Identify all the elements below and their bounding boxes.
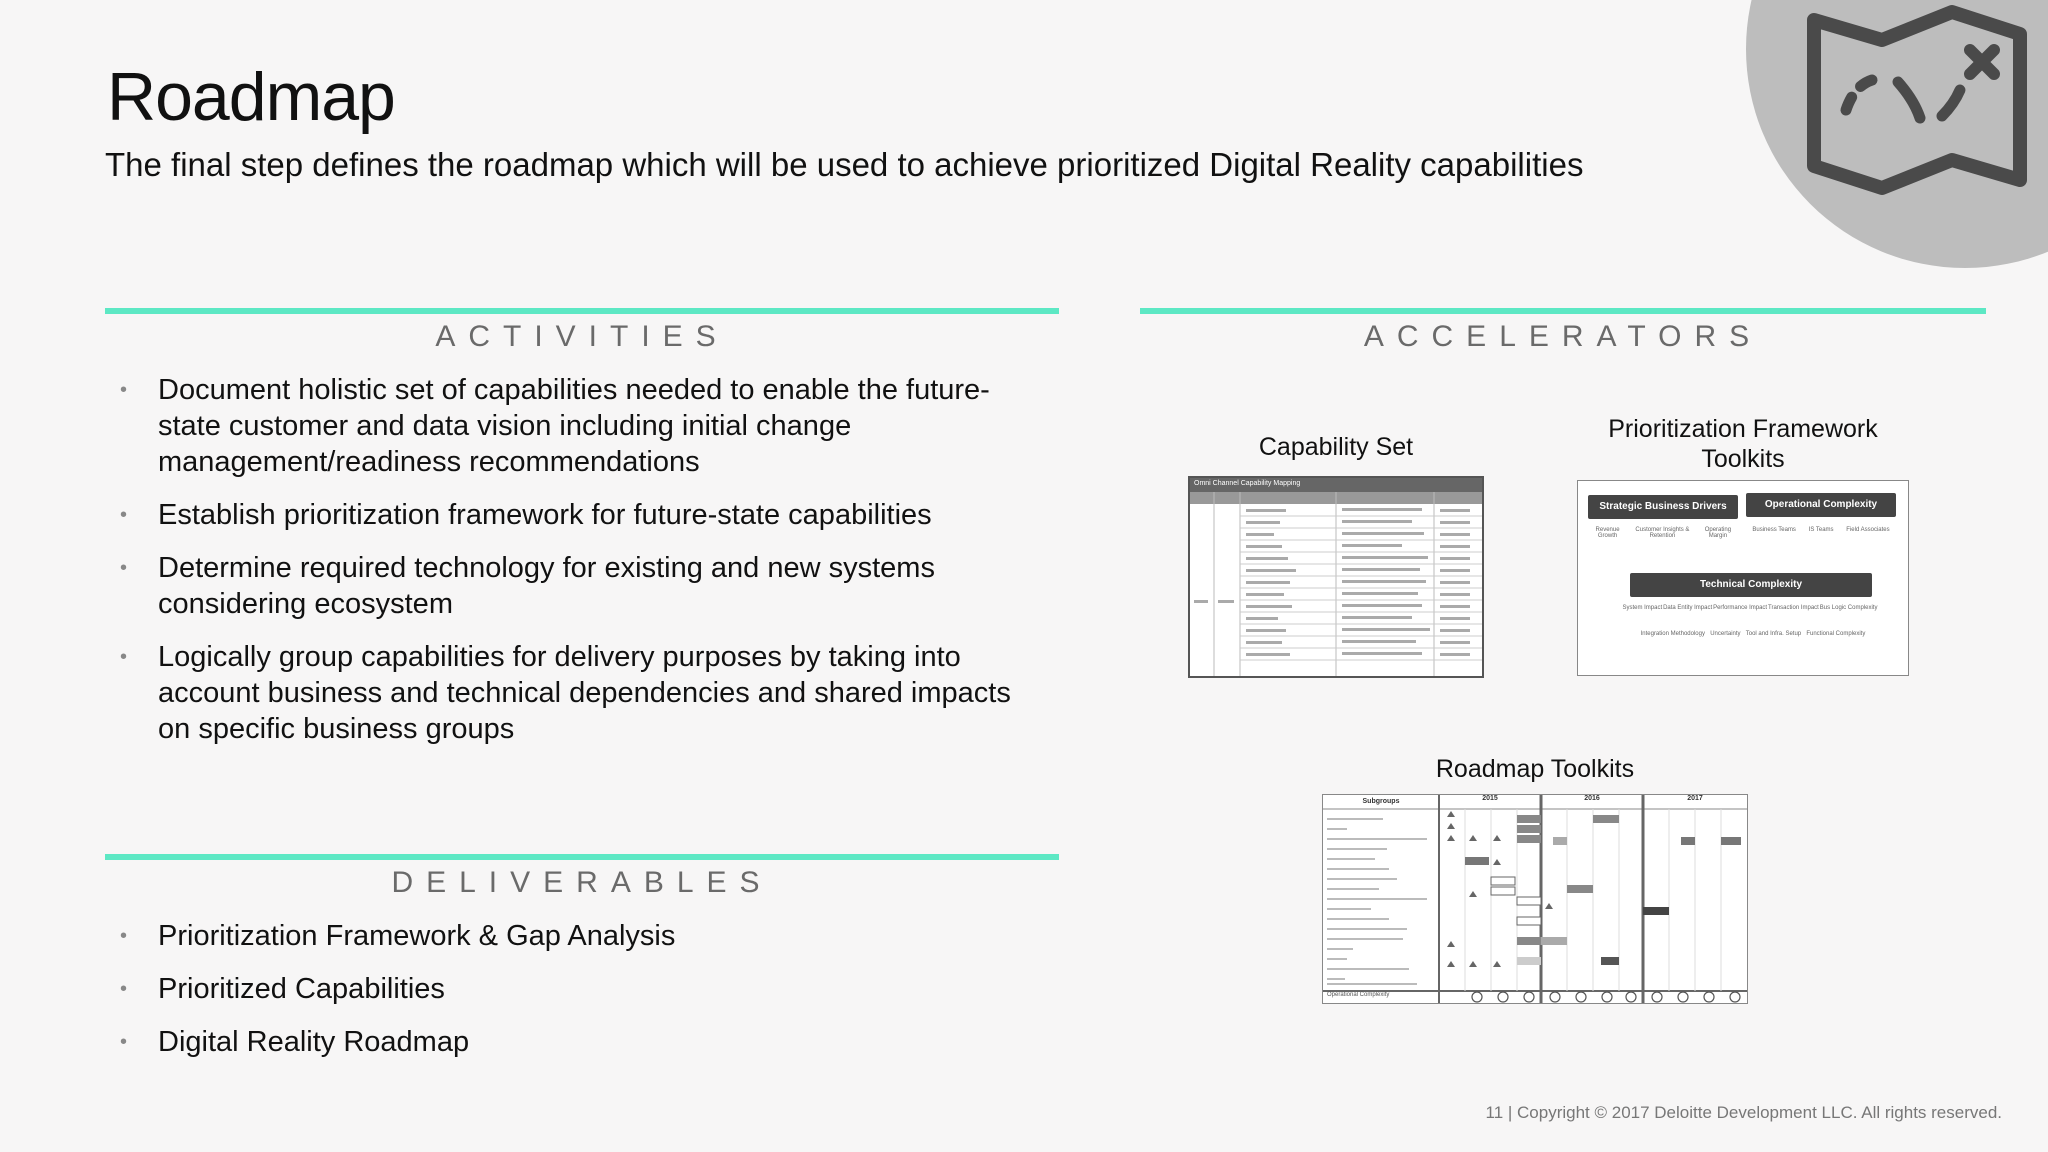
activities-rule [105, 308, 1059, 314]
treasure-map-icon [1802, 0, 2042, 210]
map-icon-circle [1746, 0, 2048, 268]
year-2015: 2015 [1482, 795, 1498, 802]
capability-set-header: Omni Channel Capability Mapping [1190, 478, 1482, 492]
operational-complexity-box: Operational Complexity [1746, 493, 1896, 517]
list-item: • Prioritization Framework & Gap Analysis [120, 920, 676, 952]
roadmap-grid-graphic [1323, 795, 1747, 1003]
list-item: • Determine required technology for existing and new systems considering ecosystem [120, 552, 935, 620]
year-2017: 2017 [1687, 795, 1703, 802]
accelerators-heading: ACCELERATORS [1363, 320, 1763, 353]
deliverables-list [120, 918, 1058, 1077]
prioritization-thumbnail [1577, 480, 1909, 676]
deliverables-rule [105, 854, 1059, 860]
year-2016: 2016 [1584, 795, 1600, 802]
roadmap-thumbnail [1322, 794, 1748, 1004]
technical-subitems-row1: System Impact Data Entity Impact Performance Impact Transaction Impact Bus Logic Complexity [1622, 605, 1878, 611]
accelerators-rule [1140, 308, 1986, 314]
subgroups-header: Subgroups [1362, 798, 1400, 805]
capability-table-graphic [1190, 492, 1482, 676]
deliverables-heading: DELIVERABLES [391, 866, 773, 899]
capability-set-label: Capability Set [1258, 433, 1414, 461]
strategic-drivers-subitems: Revenue Growth Customer Insights & Retention Operating Margin [1595, 527, 1732, 539]
technical-subitems-row2: Integration Methodology Uncertainty Tool and Infra. Setup Functional Complexity [1640, 631, 1866, 637]
list-item: • Digital Reality Roadmap [120, 1026, 470, 1058]
activities-list [120, 372, 1058, 764]
page-subtitle: The final step defines the roadmap which will be used to achieve prioritized Digital Reality capabilities [105, 146, 1584, 183]
operational-subitems: Business Teams IS Teams Field Associates [1752, 527, 1890, 533]
capability-set-thumbnail [1188, 476, 1484, 678]
technical-complexity-box: Technical Complexity [1630, 573, 1872, 597]
activities-heading: ACTIVITIES [435, 320, 729, 353]
list-item: • Establish prioritization framework for future-state capabilities [120, 499, 932, 531]
list-item: • Prioritized Capabilities [120, 973, 445, 1005]
footer-copyright: 11 | Copyright © 2017 Deloitte Development LLC. All rights reserved. [1485, 1103, 2002, 1122]
operational-complexity-row: Operational Complexity [1327, 992, 1390, 998]
roadmap-toolkits-label: Roadmap Toolkits [1435, 755, 1635, 783]
page-title: Roadmap [107, 59, 395, 135]
list-item: • Logically group capabilities for delivery purposes by taking into account business and technical dependencies and shared impacts on specific business groups [120, 641, 1011, 745]
prioritization-label: Prioritization Framework Toolkits [1608, 415, 1878, 473]
list-item: • Document holistic set of capabilities needed to enable the future- state customer and data vision including initial change management/readiness recommendations [120, 374, 990, 478]
strategic-drivers-box: Strategic Business Drivers [1588, 495, 1738, 519]
